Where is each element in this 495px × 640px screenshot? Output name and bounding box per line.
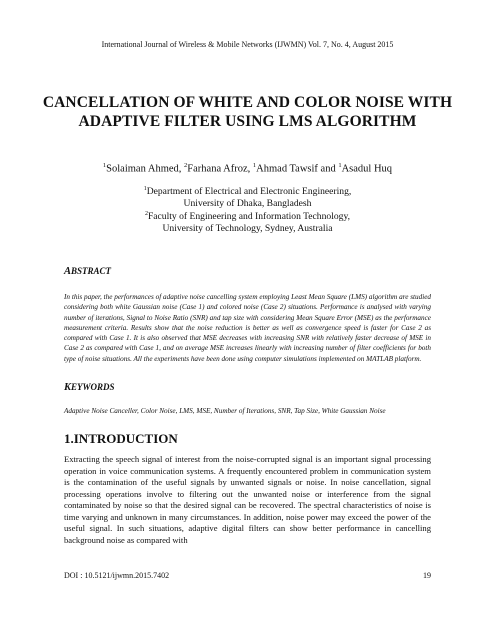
keywords-heading-initial: K xyxy=(64,382,72,393)
keywords-heading-rest: EYWORDS xyxy=(71,382,115,392)
abstract-heading-initial: A xyxy=(64,266,72,277)
abstract-heading xyxy=(64,266,111,277)
author-1-affil-mark: 1 xyxy=(102,162,107,169)
author-3-affil-mark: 1 xyxy=(252,162,257,169)
affiliation-1-mark: 1 xyxy=(143,186,147,192)
author-4-affil-mark: 1 xyxy=(338,162,342,169)
page-number: 19 xyxy=(423,571,431,580)
abstract-heading-rest: BSTRACT xyxy=(71,266,112,276)
author-2-name: Farhana Afroz, xyxy=(187,163,253,175)
author-4-name: Asadul Huq xyxy=(341,163,393,175)
affiliation-2-mark: 2 xyxy=(144,211,148,217)
introduction-heading: 1.INTRODUCTION xyxy=(64,431,178,446)
affiliation-2-line1: Faculty of Engineering and Information Technology, xyxy=(147,211,351,223)
running-header: International Journal of Wireless & Mobile Networks (IJWMN) Vol. 7, No. 4, August 2015 xyxy=(101,40,394,49)
affiliation-1-line2: University of Dhaka, Bangladesh xyxy=(183,198,312,210)
author-list xyxy=(0,162,495,175)
paper-title: CANCELLATION OF WHITE AND COLOR NOISE WITH ADAPTIVE FILTER USING LMS ALGORITHM xyxy=(42,94,453,130)
doi-footer: DOI : 10.5121/ijwmn.2015.7402 xyxy=(64,571,170,580)
affiliation-2 xyxy=(0,208,495,235)
affiliation-1 xyxy=(0,183,495,210)
keywords-text: Adaptive Noise Canceller, Color Noise, LMS, MSE, Number of Iterations, SNR, Tap Size, White Gaussian Noise xyxy=(64,407,386,415)
introduction-text: Extracting the speech signal of interest from the noise-corrupted signal is an important signal processing operation in voice communication systems. A frequently encountered problem in communication system is the contamination of the useful signals by unwanted signals or noise. In noise cancellation, signal processing operations involve to filtering out the unwanted noise or interference from the signal contaminated by noise so that the desired signal can be recovered. The spectral characteristics of noise is time varying and unknown in many circumstances. In addition, noise power may exceed the power of the useful signal. In such situations, adaptive digital filters can show better performance in cancelling background noise as compared with xyxy=(64,454,431,545)
author-2-affil-mark: 2 xyxy=(184,162,188,169)
author-1-name: Solaiman Ahmed, xyxy=(106,163,185,175)
author-3-name: Ahmad Tawsif and xyxy=(256,163,339,175)
keywords-heading xyxy=(64,382,115,393)
affiliation-1-line1: Department of Electrical and Electronic Engineering, xyxy=(146,186,352,198)
affiliation-2-line2: University of Technology, Sydney, Australia xyxy=(162,223,333,235)
abstract-text: In this paper, the performances of adaptive noise cancelling system employing Least Mean Square (LMS) algorithm are studied considering both white Gaussian noise (Case 1) and colored noise (Case 2) situations. Performance is analysed with varying number of iterations, Signal to Noise Ratio (SNR) and tap size with considering Mean Square Error (MSE) as the performance measurement criteria. Results show that the noise reduction is better as well as convergence speed is faster for Case 2 as compared with Case 1. It is also observed that MSE decreases with increasing SNR with relatively faster decrease of MSE in Case 2 as compared with Case 1, and on average MSE increases linearly with increasing number of filter coefficients for both type of noise situations. All the experiments have been done using computer simulations implemented on MATLAB platform. xyxy=(64,293,431,363)
